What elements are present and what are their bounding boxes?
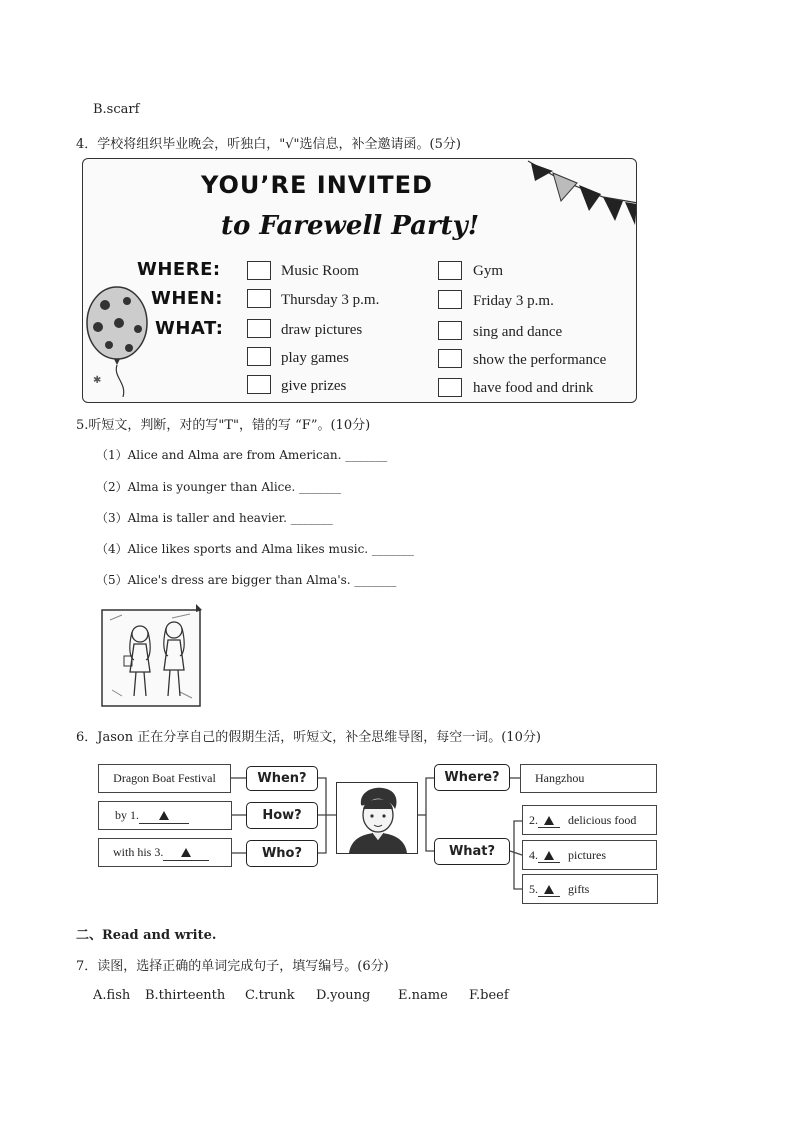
boy-icon [337, 783, 417, 853]
festival-text: Dragon Boat Festival [113, 771, 216, 785]
q7-option-e: E.name [398, 988, 448, 1003]
triangle-icon [544, 851, 554, 860]
triangle-icon [544, 816, 554, 825]
where-question-box: Where? [434, 764, 510, 791]
q7-instruction: 7．读图，选择正确的单词完成句子，填写编号。(6分) [76, 959, 389, 974]
option-gym: Gym [473, 263, 503, 279]
triangle-icon [181, 848, 191, 857]
companion-prefix: with his 3. [113, 845, 164, 859]
what-item-5-text: gifts [568, 881, 590, 896]
q6-instruction: 6．Jason 正在分享自己的假期生活，听短文，补全思维导图，每空一词。(10分) [76, 730, 541, 745]
q5-instruction: 5.听短文，判断，对的写"T"，错的写 “F”。(10分) [76, 418, 371, 433]
section-2-title: 二、Read and write. [76, 928, 217, 943]
blank-2[interactable] [538, 812, 560, 828]
transport-prefix: by 1. [115, 808, 139, 822]
what-question-box: What? [434, 838, 510, 865]
option-friday: Friday 3 p.m. [473, 293, 554, 309]
option-show-performance: show the performance [473, 352, 607, 368]
what-item-4-text: pictures [568, 847, 606, 862]
q5-item-3: （3）Alma is taller and heavier. _______ [96, 511, 333, 525]
what-item-4-num: 4. [529, 847, 538, 862]
festival-box [98, 764, 231, 793]
q5-item-1: （1）Alice and Alma are from American. _______ [96, 448, 388, 462]
when-question-box: When? [246, 766, 318, 791]
triangle-icon [544, 885, 554, 894]
where-answer-box [520, 764, 657, 793]
how-question-box: How? [246, 802, 318, 829]
triangle-icon [159, 811, 169, 820]
option-give-prizes: give prizes [281, 378, 347, 394]
what-item-2-text: delicious food [568, 812, 637, 827]
what-label: WHAT: [155, 318, 224, 339]
option-thursday: Thursday 3 p.m. [281, 292, 380, 308]
what-item-4 [522, 840, 657, 870]
q7-option-f: F.beef [469, 988, 509, 1003]
what-item-2-num: 2. [529, 812, 538, 827]
option-play-games: play games [281, 350, 349, 366]
q7-option-b: B.thirteenth [145, 988, 226, 1003]
blank-1[interactable] [139, 808, 189, 824]
option-food-drink: have food and drink [473, 380, 594, 396]
jason-portrait [336, 782, 418, 854]
when-label: WHEN: [151, 288, 223, 309]
option-sing-dance: sing and dance [473, 324, 563, 340]
where-answer-text: Hangzhou [535, 771, 585, 785]
who-question-box: Who? [246, 840, 318, 867]
q5-item-5: （5）Alice's dress are bigger than Alma's. _______ [96, 573, 397, 587]
where-label: WHERE: [137, 259, 221, 280]
what-item-5 [522, 874, 658, 904]
blank-5[interactable] [538, 881, 560, 897]
option-music-room: Music Room [281, 263, 359, 279]
what-item-5-num: 5. [529, 881, 538, 896]
q4-instruction: 4．学校将组织毕业晚会，听独白，"√"选信息，补全邀请函。(5分) [76, 137, 461, 152]
blank-3[interactable] [163, 845, 209, 861]
option-draw-pictures: draw pictures [281, 322, 363, 338]
blank-4[interactable] [538, 847, 560, 863]
companion-box [98, 838, 232, 867]
svg-text:✱: ✱ [93, 375, 102, 386]
q5-item-2: （2）Alma is younger than Alice. _______ [96, 480, 342, 494]
q7-option-a: A.fish [93, 988, 131, 1003]
prev-option: B.scarf [93, 102, 140, 117]
what-item-2 [522, 805, 657, 835]
transport-box [98, 801, 232, 830]
invite-subtitle: to Farewell Party! [221, 211, 480, 241]
invite-title: YOU’RE INVITED [201, 171, 433, 199]
q7-option-d: D.young [316, 988, 371, 1003]
q7-option-c: C.trunk [245, 988, 295, 1003]
q5-item-4: （4）Alice likes sports and Alma likes music. _______ [96, 542, 414, 556]
